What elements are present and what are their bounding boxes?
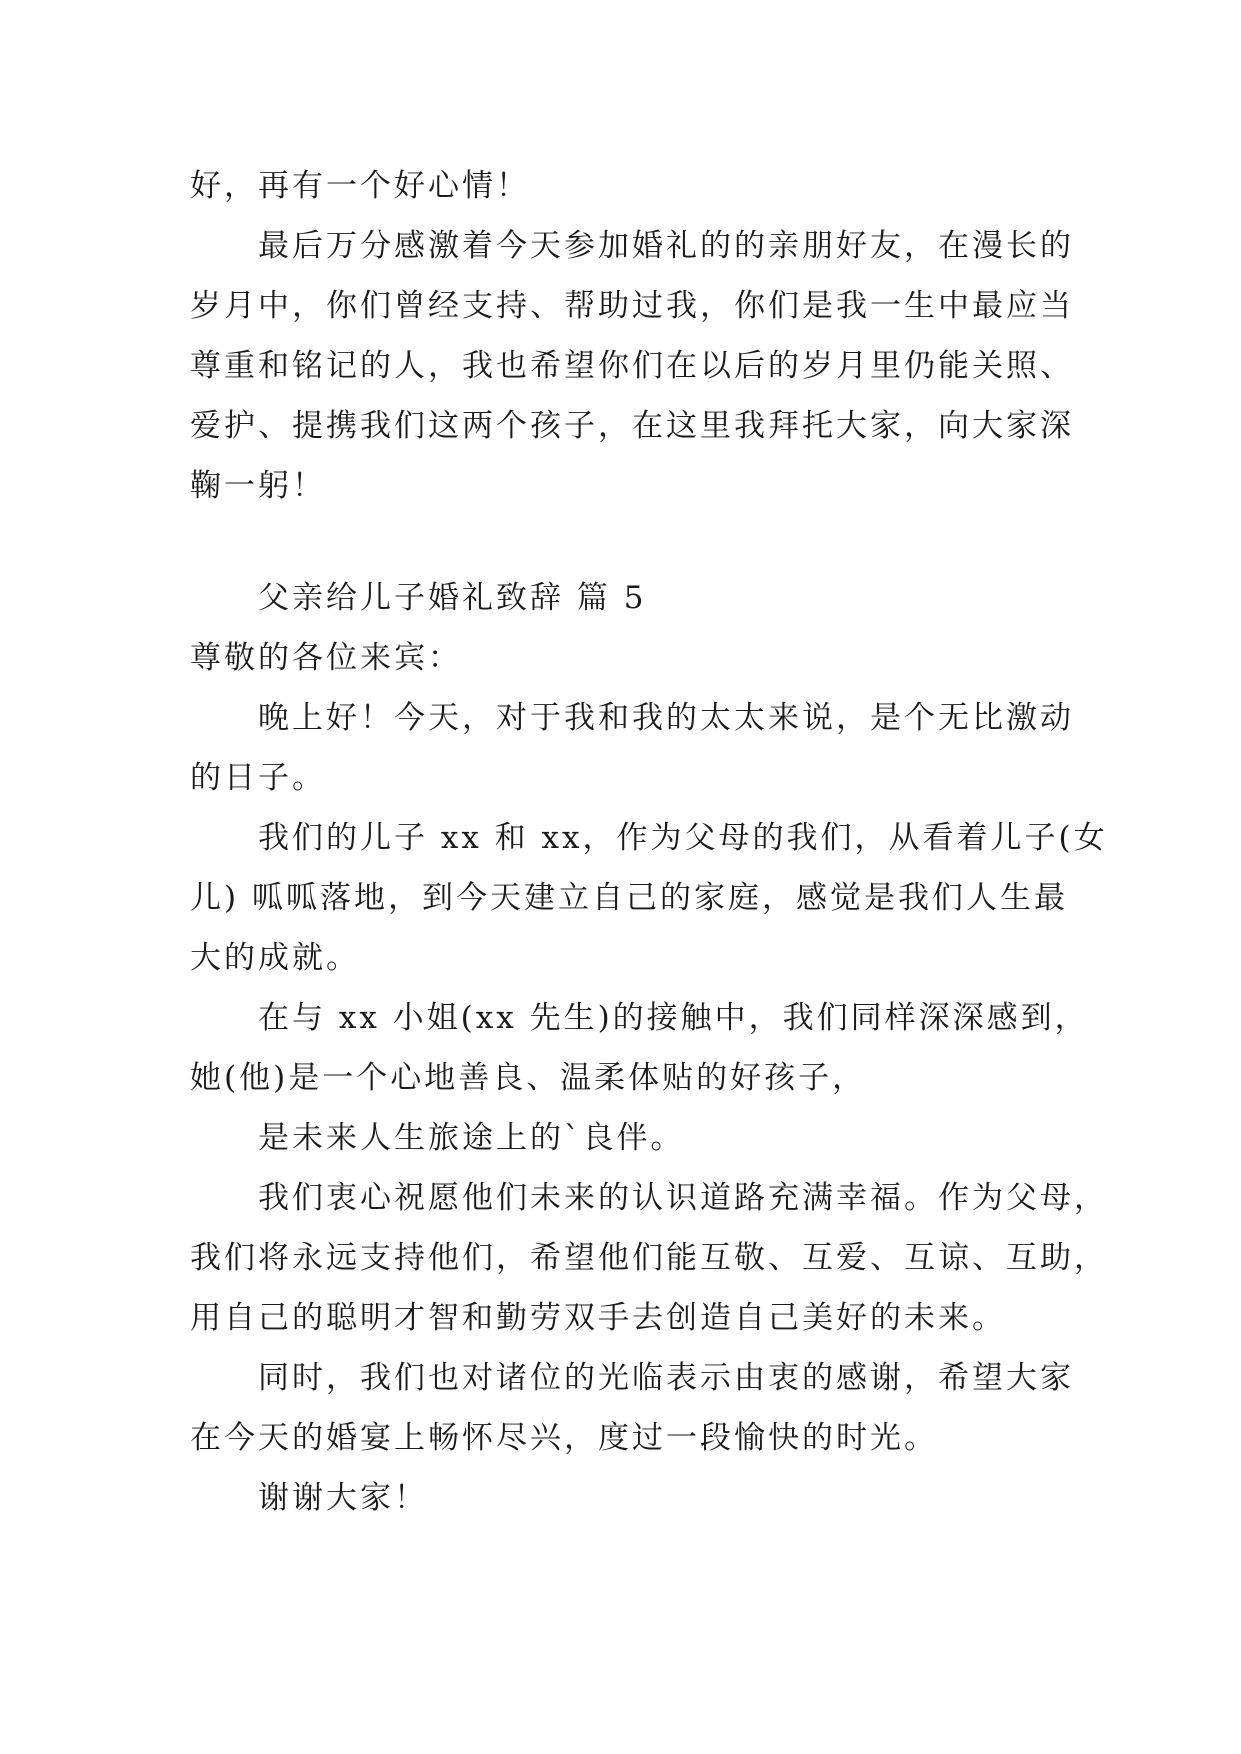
text-line: 尊重和铭记的人，我也希望你们在以后的岁月里仍能关照、 (190, 348, 1074, 384)
text-line: 儿) 呱呱落地，到今天建立自己的家庭，感觉是我们人生最 (190, 880, 1068, 916)
text-line: 同时，我们也对诸位的光临表示由衷的感谢，希望大家 (258, 1360, 1074, 1396)
text-line: 爱护、提携我们这两个孩子，在这里我拜托大家，向大家深 (190, 408, 1074, 444)
salutation: 尊敬的各位来宾： (190, 640, 462, 676)
text-line: 我们将永远支持他们，希望他们能互敬、互爱、互谅、互助， (190, 1240, 1108, 1276)
text-line: 大的成就。 (190, 940, 360, 976)
text-line: 在与 xx 小姐(xx 先生)的接触中，我们同样深深感到， (258, 1000, 1089, 1036)
text-line: 她(他)是一个心地善良、温柔体贴的好孩子， (190, 1060, 867, 1096)
text-line: 我们的儿子 xx 和 xx，作为父母的我们，从看着儿子(女 (258, 820, 1108, 856)
text-line: 是未来人生旅途上的`良伴。 (258, 1120, 685, 1156)
text-line: 好，再有一个好心情！ (190, 168, 530, 204)
text-line: 我们衷心祝愿他们未来的认识道路充满幸福。作为父母， (258, 1180, 1108, 1216)
text-line: 的日子。 (190, 760, 326, 796)
text-line: 鞠一躬！ (190, 468, 326, 504)
text-line: 最后万分感激着今天参加婚礼的的亲朋好友，在漫长的 (258, 228, 1074, 264)
closing-line: 谢谢大家！ (258, 1480, 428, 1516)
text-line: 晚上好！今天，对于我和我的太太来说，是个无比激动 (258, 700, 1074, 736)
text-line: 在今天的婚宴上畅怀尽兴，度过一段愉快的时光。 (190, 1420, 938, 1456)
text-line: 用自己的聪明才智和勤劳双手去创造自己美好的未来。 (190, 1300, 1006, 1336)
text-line: 岁月中，你们曾经支持、帮助过我，你们是我一生中最应当 (190, 288, 1074, 324)
section-heading: 父亲给儿子婚礼致辞 篇 5 (258, 580, 647, 616)
